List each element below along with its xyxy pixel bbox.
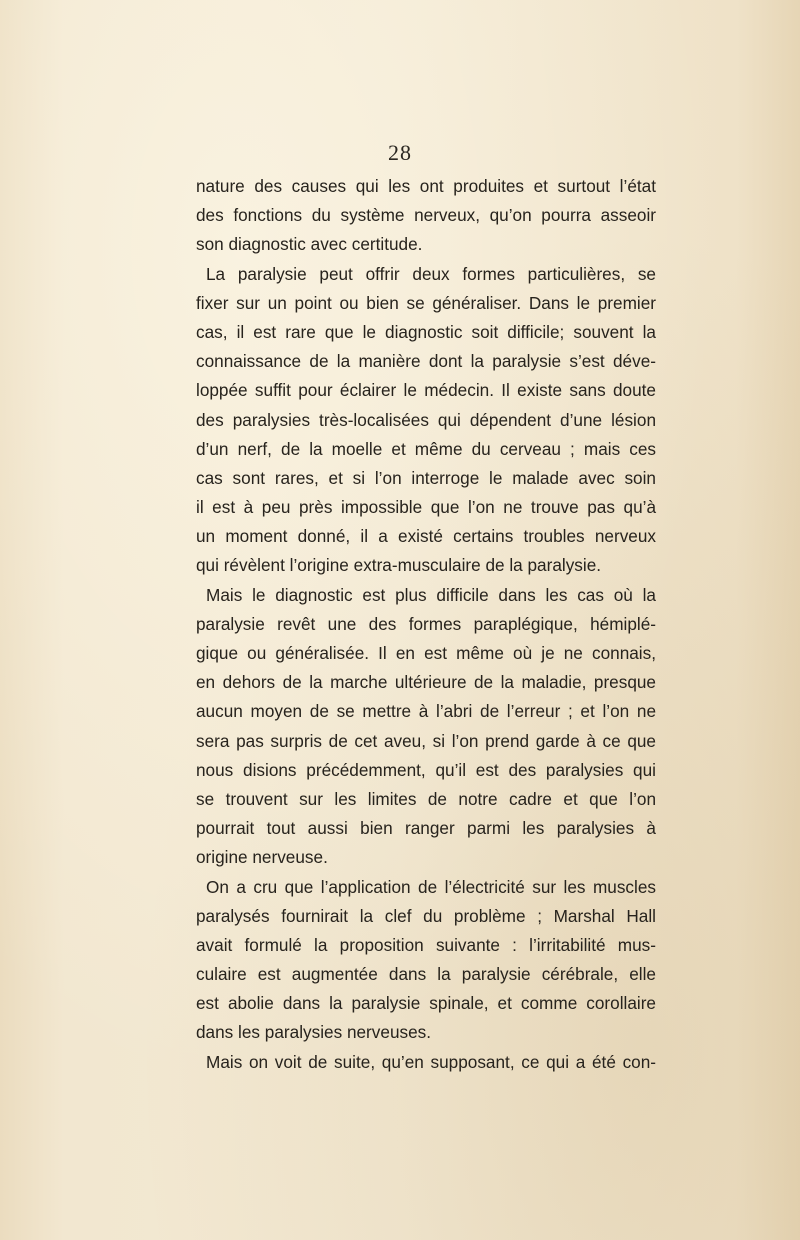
text-line: des fonctions du système nerveux, qu’on pourra asseoir	[196, 205, 656, 226]
text-line: cas sont rares, et si l’on interroge le malade avec soin	[196, 467, 656, 488]
text-line: d’un nerf, de la moelle et même du cerveau ; mais ces	[196, 438, 656, 459]
text-line: un moment donné, il a existé certains troubles nerveux	[196, 526, 656, 547]
text-line: sera pas surpris de cet aveu, si l’on prend garde à ce que	[196, 730, 656, 751]
text-line: La paralysie peut offrir deux formes particulières, se	[206, 263, 656, 284]
body-text	[196, 172, 656, 1077]
text-line: Mais on voit de suite, qu’en supposant, ce qui a été con-	[206, 1051, 656, 1072]
text-line: nous disions précédemment, qu’il est des paralysies qui	[196, 759, 656, 780]
text-line: son diagnostic avec certitude.	[196, 234, 423, 255]
text-line: connaissance de la manière dont la paralysie s’est déve-	[196, 351, 656, 372]
text-line: des paralysies très-localisées qui dépendent d’une lésion	[196, 409, 656, 430]
text-line: culaire est augmentée dans la paralysie cérébrale, elle	[196, 964, 656, 985]
text-line: cas, il est rare que le diagnostic soit difficile; souvent la	[196, 321, 656, 342]
text-line: en dehors de la marche ultérieure de la maladie, presque	[196, 672, 656, 693]
text-line: se trouvent sur les limites de notre cadre et que l’on	[196, 788, 656, 809]
text-line: nature des causes qui les ont produites et surtout l’état	[196, 176, 656, 196]
text-line: il est à peu près impossible que l’on ne trouve pas qu’à	[196, 497, 656, 518]
text-line: paralysés fournirait la clef du problème ; Marshal Hall	[196, 905, 656, 926]
text-line: aucun moyen de se mettre à l’abri de l’erreur ; et l’on ne	[196, 701, 656, 722]
text-line: Mais le diagnostic est plus difficile dans les cas où la	[206, 584, 656, 605]
text-line: gique ou généralisée. Il en est même où je ne connais,	[196, 643, 656, 663]
text-line: fixer sur un point ou bien se généraliser. Dans le premier	[196, 292, 656, 313]
text-line: origine nerveuse.	[196, 847, 328, 868]
page-number: 28	[388, 140, 412, 165]
text-line: pourrait tout aussi bien ranger parmi les paralysies à	[196, 818, 656, 839]
text-line: avait formulé la proposition suivante : l’irritabilité mus-	[196, 934, 656, 955]
text-line: dans les paralysies nerveuses.	[196, 1022, 432, 1043]
text-line: paralysie revêt une des formes paraplégique, hémiplé-	[196, 613, 656, 634]
text-line: est abolie dans la paralysie spinale, et comme corollaire	[196, 993, 656, 1014]
text-line: loppée suffit pour éclairer le médecin. Il existe sans doute	[196, 380, 656, 401]
text-line: On a cru que l’application de l’électricité sur les muscles	[206, 876, 656, 897]
text-line: qui révèlent l’origine extra-musculaire de la paralysie.	[196, 555, 602, 576]
